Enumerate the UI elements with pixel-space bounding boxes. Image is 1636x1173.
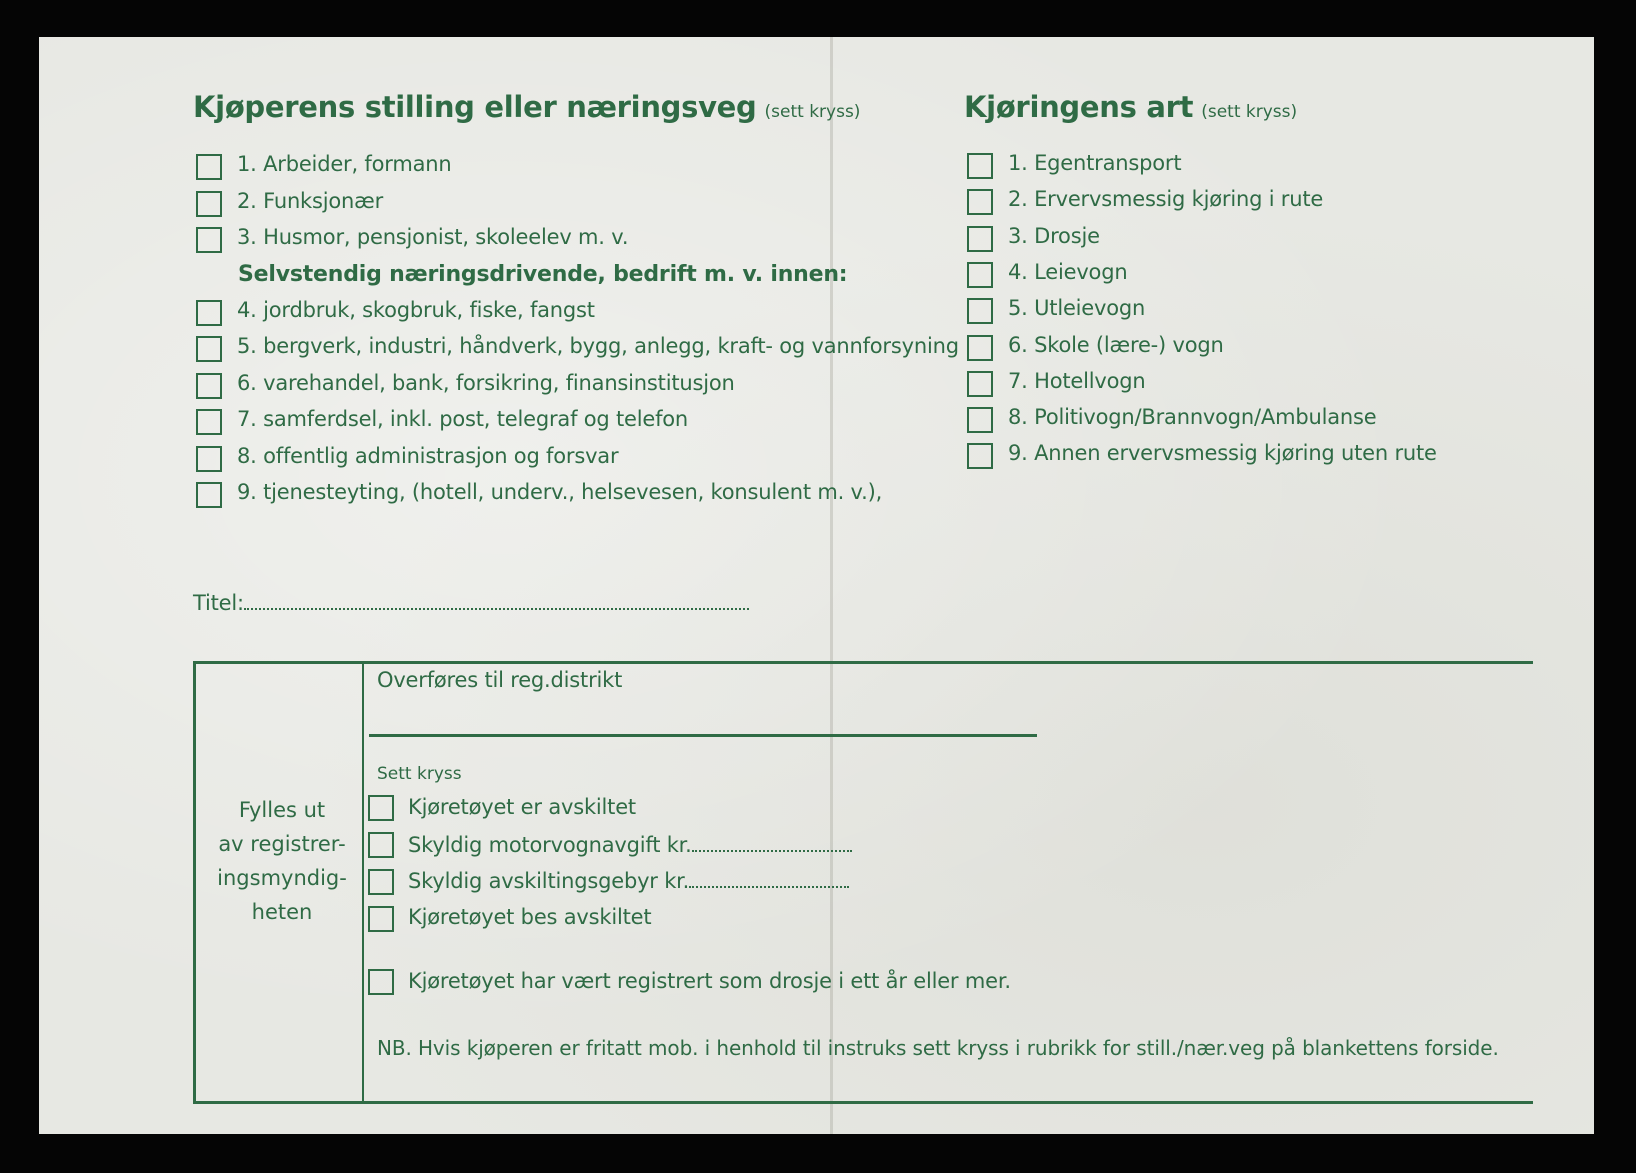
buyer-occupation-title	[193, 90, 860, 124]
check-label	[408, 868, 849, 893]
self-employed-item-label: 7. samferdsel, inkl. post, telegraf og telefon	[237, 407, 689, 432]
side-label-line: Fylles ut	[238, 798, 326, 822]
check-label: Kjøretøyet bes avskiltet	[408, 905, 652, 929]
driving-type-item-label: 9. Annen ervervsmessig kjøring uten rute	[1008, 441, 1437, 466]
self-employed-item-checkbox[interactable]	[196, 373, 222, 399]
self-employed-item-label: 6. varehandel, bank, forsikring, finansinstitusjon	[237, 370, 735, 395]
buyer-occupation-item-checkbox[interactable]	[196, 227, 222, 253]
buyer-occupation-item-label: 3. Husmor, pensjonist, skoleelev m. v.	[237, 225, 629, 249]
driving-type-item-checkbox[interactable]	[967, 335, 993, 361]
motorvognavgift-dotted-line[interactable]	[692, 832, 852, 852]
titel-field[interactable]	[193, 590, 749, 615]
side-label-line: av registrer-	[218, 832, 346, 856]
driving-type-item-label: 1. Egentransport	[1008, 151, 1182, 175]
driving-type-item-checkbox[interactable]	[967, 153, 993, 179]
titel-dotted-line[interactable]	[244, 590, 749, 610]
self-employed-item-checkbox[interactable]	[196, 482, 222, 508]
self-employed-item-checkbox[interactable]	[196, 336, 222, 362]
driving-type-item-label: 2. Ervervsmessig kjøring i rute	[1008, 187, 1324, 212]
driving-type-title	[964, 90, 1297, 124]
buyer-occupation-item-label: 2. Funksjonær	[237, 188, 384, 213]
drosje-check-label: Kjøretøyet har vært registrert som drosje i ett år eller mer.	[408, 969, 1011, 993]
self-employed-item-checkbox[interactable]	[196, 300, 222, 326]
driving-type-item-checkbox[interactable]	[967, 443, 993, 469]
driving-type-hint: (sett kryss)	[1201, 102, 1298, 122]
driving-type-item-checkbox[interactable]	[967, 298, 993, 324]
registry-box-top	[193, 661, 1533, 664]
buyer-occupation-item-checkbox[interactable]	[196, 191, 222, 217]
check-label	[408, 832, 852, 857]
avskiltingsgebyr-dotted-line[interactable]	[689, 868, 849, 888]
driving-type-item-label: 7. Hotellvogn	[1008, 368, 1146, 393]
driving-type-item-label: 8. Politivogn/Brannvogn/Ambulanse	[1008, 405, 1377, 430]
registry-side-label	[198, 793, 366, 929]
checkbox-avskiltet[interactable]	[368, 795, 394, 821]
side-label-line: heten	[251, 900, 313, 924]
buyer-occupation-hint: (sett kryss)	[764, 102, 861, 122]
self-employed-item-label: 4. jordbruk, skogbruk, fiske, fangst	[237, 298, 595, 322]
self-employed-item-checkbox[interactable]	[196, 409, 222, 435]
self-employed-item-checkbox[interactable]	[196, 446, 222, 472]
check-label-text: Skyldig motorvognavgift kr.	[408, 833, 692, 857]
buyer-occupation-item-label: 1. Arbeider, formann	[237, 152, 452, 176]
registry-box-left	[193, 661, 196, 1104]
driving-type-item-label: 4. Leievogn	[1008, 259, 1128, 284]
driving-type-item-checkbox[interactable]	[967, 407, 993, 433]
driving-type-item-label: 5. Utleievogn	[1008, 296, 1146, 321]
titel-label: Titel:	[193, 591, 244, 615]
driving-type-item-label: 6. Skole (lære-) vogn	[1008, 332, 1224, 357]
checkbox-bes-avskiltet[interactable]	[368, 906, 394, 932]
registry-box-bottom	[193, 1101, 1533, 1104]
self-employed-item-label: 9. tjenesteyting, (hotell, underv., helsevesen, konsulent m. v.),	[237, 480, 883, 504]
driving-type-title-text: Kjøringens art	[964, 90, 1194, 124]
driving-type-item-checkbox[interactable]	[967, 262, 993, 288]
check-label-text: Skyldig avskiltingsgebyr kr.	[408, 869, 690, 893]
driving-type-item-checkbox[interactable]	[967, 226, 993, 252]
checkbox-motorvognavgift[interactable]	[368, 832, 394, 858]
transfer-label: Overføres til reg.distrikt	[377, 668, 623, 692]
side-label-line: ingsmyndig-	[217, 866, 347, 890]
nb-note: NB. Hvis kjøperen er fritatt mob. i henhold til instruks sett kryss i rubrikk for still./nær.veg på blankettens forside.	[377, 1036, 1499, 1060]
driving-type-item-checkbox[interactable]	[967, 189, 993, 215]
checkbox-drosje[interactable]	[368, 969, 394, 995]
self-employed-item-label: 8. offentlig administrasjon og forsvar	[237, 443, 619, 468]
self-employed-item-label: 5. bergverk, industri, håndverk, bygg, anlegg, kraft- og vannforsyning	[237, 334, 959, 359]
driving-type-item-label: 3. Drosje	[1008, 223, 1100, 248]
checkbox-avskiltingsgebyr[interactable]	[368, 869, 394, 895]
buyer-occupation-title-text: Kjøperens stilling eller næringsveg	[193, 90, 757, 124]
check-label: Kjøretøyet er avskiltet	[408, 795, 636, 819]
self-employed-subheading: Selvstendig næringsdrivende, bedrift m. v. innen:	[238, 262, 848, 287]
transfer-line[interactable]	[369, 734, 1037, 737]
buyer-occupation-item-checkbox[interactable]	[196, 154, 222, 180]
sett-kryss-label: Sett kryss	[377, 764, 462, 784]
driving-type-item-checkbox[interactable]	[967, 371, 993, 397]
